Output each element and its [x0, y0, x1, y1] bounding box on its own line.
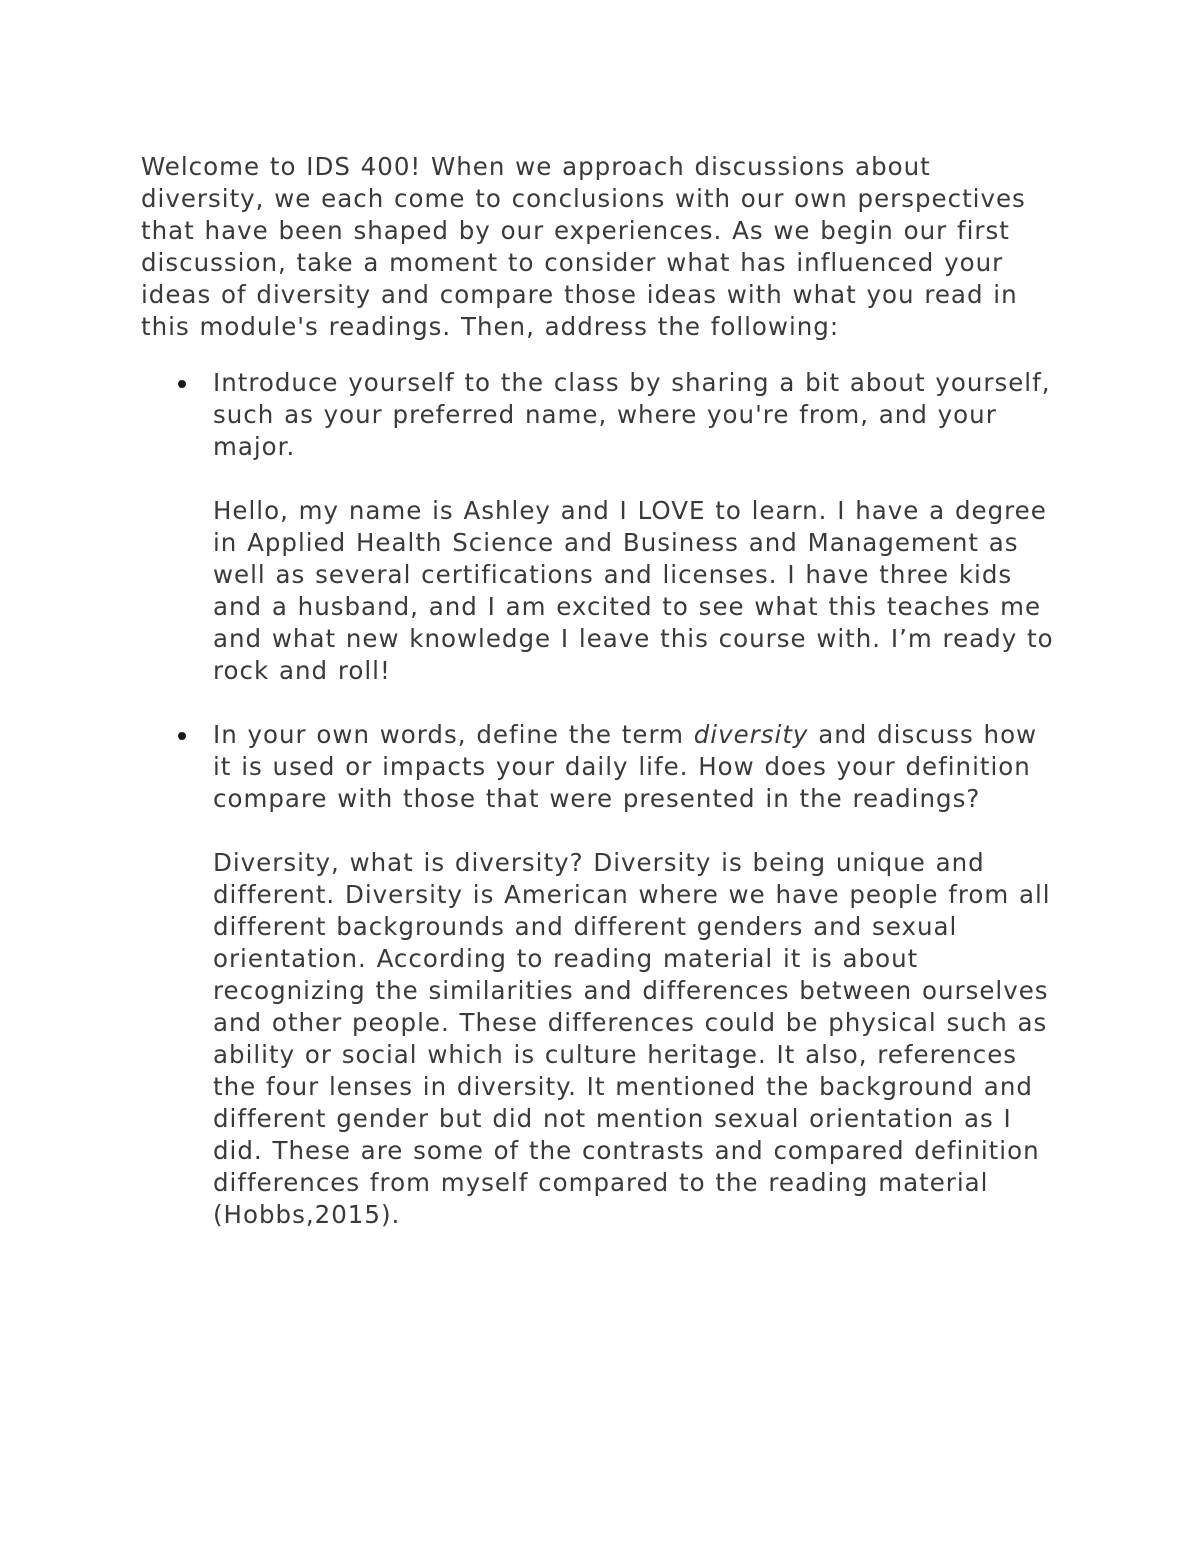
bullet-icon [178, 380, 186, 388]
emphasized-term: diversity [693, 720, 809, 749]
prompt-text: Introduce yourself to the class by sharing a bit about yourself, such as your preferred name, where you're from, and your major. [213, 368, 1051, 461]
prompt-text [213, 719, 1061, 815]
prompt-text-start: In your own words, define the term [213, 720, 694, 749]
prompt-text-end: and discuss how it is used or impacts your daily life. How does your definition compare with those that were presented in the readings? [213, 720, 1038, 813]
response-text: Diversity, what is diversity? Diversity is being unique and different. Diversity is American where we have people from all different backgrounds and different genders and sexual orientation. According to reading material it is about recognizing the similarities and differences between ourselves and other people. These differences could be physical such as ability or social which is culture heritage. It also, references the four lenses in diversity. It mentioned the background and different gender but did not mention sexual orientation as I did. These are some of the contrasts and compared definition differences from myself compared to the reading material (Hobbs,2015). [213, 848, 1051, 1229]
intro-paragraph: Welcome to IDS 400! When we approach discussions about diversity, we each come to conclusions with our own perspectives that have been shaped by our experiences. As we begin our first discussion, take a moment to consider what has influenced your ideas of diversity and compare those ideas with what you read in this module's readings. Then, address the following: [141, 152, 1026, 341]
prompt-list [141, 367, 1061, 1231]
response-text: Hello, my name is Ashley and I LOVE to learn. I have a degree in Applied Health Science and Business and Management as well as several certifications and licenses. I have three kids and a husband, and I am excited to see what this teaches me and what new knowledge I leave this course with. I’m ready to rock and roll! [213, 496, 1054, 685]
list-item-introduction [141, 367, 1061, 687]
bullet-icon [178, 732, 186, 740]
document-body [141, 151, 1061, 1263]
list-item-diversity-definition [141, 719, 1061, 1231]
